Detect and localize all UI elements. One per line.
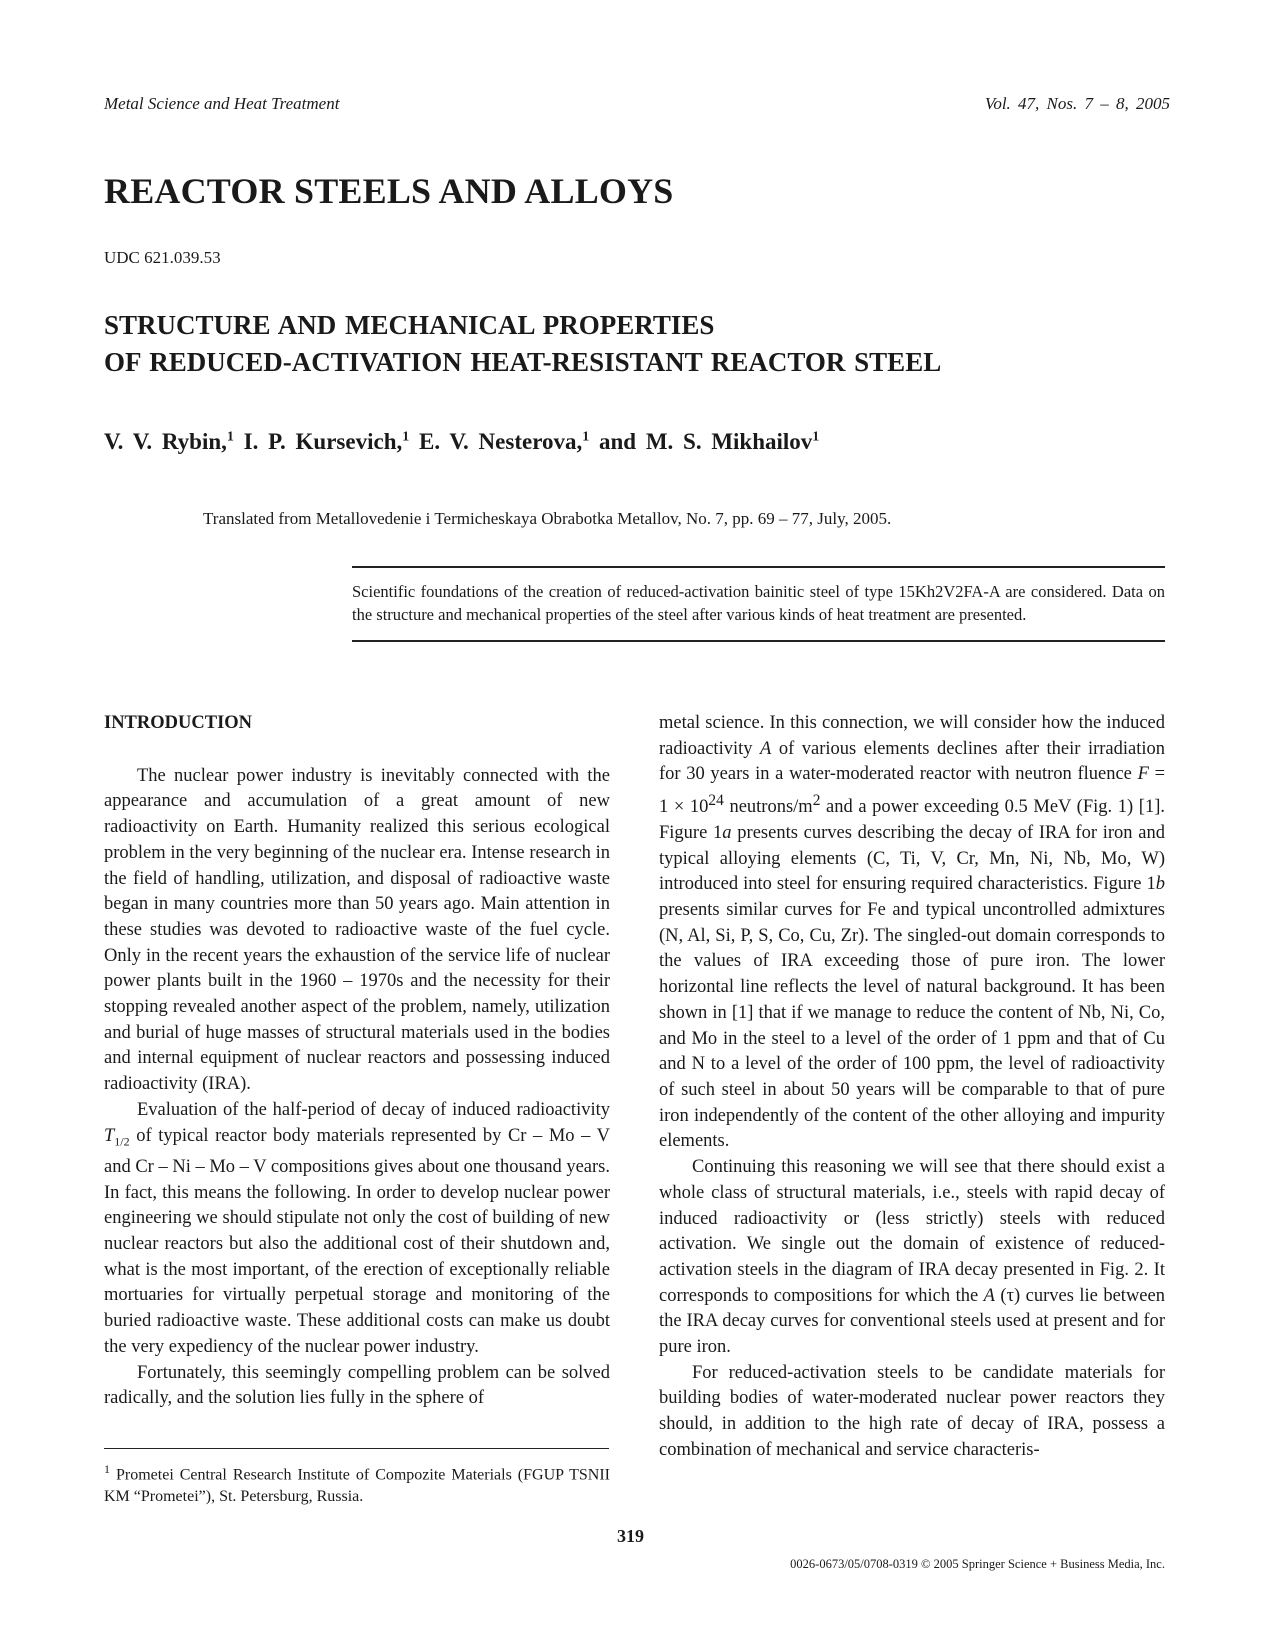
paragraph: The nuclear power industry is inevitably connected with the appearance and accumulation of a great amount of new radioactivity on Earth. Humanity realized this serious ecological problem in the very beginning of the nuclear era. Intense research in the field of handling, utilization, and disposal of radioactive waste began in many countries more than 50 years ago. Main attention in these studies was devoted to radioactive waste of the fuel cycle. Only in the recent years the exhaustion of the service life of nuclear power plants built in the 1960 – 1970s and the necessity for their stopping revealed another aspect of the problem, namely, utilization and burial of huge masses of structural materials used in the bodies and internal equipment of nuclear reactors and possessing induced radioactivity (IRA). [104, 765, 610, 1095]
paragraph: Continuing this reasoning we will see that there should exist a whole class of structural materials, i.e., steels with rapid decay of induced radioactivity or (less strictly) steels with reduced activation. We single out the domain of existence of reduced-activation steels in the diagram of IRA decay presented in Fig. 2. It corresponds to compositions for which the A (τ) curves lie between the IRA decay curves for conventional steels used at present and for pure iron. [659, 1157, 1165, 1358]
author-list [104, 429, 819, 455]
paragraph: Evaluation of the half-period of decay of induced radioactivity $T_{1/2}$ of typical reactor body materials represented by Cr – Mo – V and Cr – Ni – Mo – V compositions gives about one thousand years. In fact, this means the following. In order to develop nuclear power engineering we should stipulate not only the cost of building of new nuclear reactors but also the additional cost of their shutdown and, what is the most important, of the erection of exceptionally reliable mortuaries for virtually perpetual storage and monitoring of the buried radioactive waste. These additional costs can make us doubt the very expediency of the nuclear power industry. [104, 1099, 610, 1357]
volume-info: Vol. 47, Nos. 7 – 8, 2005 [984, 94, 1170, 113]
intro-heading: INTRODUCTION [104, 713, 253, 733]
udc-code: UDC 621.039.53 [104, 248, 221, 267]
paragraph: metal science. In this connection, we will consider how the induced radioactivity A of various elements declines after their irradiation for 30 years in a water-moderated reactor with neutron fluence $F = 1 \times 10^{24}$ neutrons/$m^2$ and a power exceeding 0.5 MeV (Fig. 1) [1]. Figure 1a presents curves describing the decay of IRA for iron and typical alloying elements (C, Ti, V, Cr, Mn, Ni, Nb, Mo, W) introduced into steel for ensuring required characteristics. Figure 1b presents similar curves for Fe and typical uncontrolled admixtures (N, Al, Si, P, S, Co, Cu, Zr). The singled-out domain corresponds to the values of IRA exceeding those of pure iron. The lower horizontal line reflects the level of natural background. It has been shown in [1] that if we manage to reduce the content of Nb, Ni, Co, and Mo in the steel to a level of the order of 1 ppm and that of Cu and N to a level of the order of 100 ppm, the level of radioactivity of such steel in about 50 years will be comparable to that of pure iron independently of the content of the other alloying and impurity elements. [659, 713, 1165, 1152]
author-1: V. V. Rybin,$^1$ [104, 429, 234, 454]
journal-name: Metal Science and Heat Treatment [104, 94, 340, 113]
abstract: Scientific foundations of the creation of reduced-activation bainitic steel of type 15Kh2V2FA-A are considered. Data on the structure and mechanical properties of the steel after various kinds of heat treatment are presented. [352, 566, 1165, 642]
author-4: and M. S. Mikhailov$^1$ [598, 429, 820, 454]
paragraph: Fortunately, this seemingly compelling problem can be solved radically, and the solution lies fully in the sphere of [104, 1362, 610, 1409]
page-number: 319 [617, 1526, 644, 1546]
paper-title [104, 307, 941, 381]
footnote: $^1$ Prometei Central Research Institute of Compozite Materials (FGUP TSNII KM “Prometei”), St. Petersburg, Russia. [104, 1462, 611, 1506]
title-line-2: OF REDUCED-ACTIVATION HEAT-RESISTANT REACTOR STEEL [104, 347, 942, 377]
translation-note: Translated from Metallovedenie i Termicheskaya Obrabotka Metallov, No. 7, pp. 69 – 77, July, 2005. [203, 509, 892, 528]
left-column [104, 711, 610, 1412]
author-2: I. P. Kursevich,$^1$ [243, 429, 410, 454]
copyright-line: 0026-0673/05/0708-0319 © 2005 Springer Science + Business Media, Inc. [790, 1557, 1165, 1571]
title-line-1: STRUCTURE AND MECHANICAL PROPERTIES [104, 310, 715, 340]
author-3: E. V. Nesterova,$^1$ [418, 429, 590, 454]
footnote-divider [104, 1448, 609, 1449]
paragraph: For reduced-activation steels to be candidate materials for building bodies of water-moderated nuclear power reactors they should, in addition to the high rate of decay of IRA, possess a combination of mechanical and service characteris- [659, 1362, 1165, 1460]
section-title: REACTOR STEELS AND ALLOYS [104, 171, 674, 211]
right-column [659, 711, 1165, 1464]
